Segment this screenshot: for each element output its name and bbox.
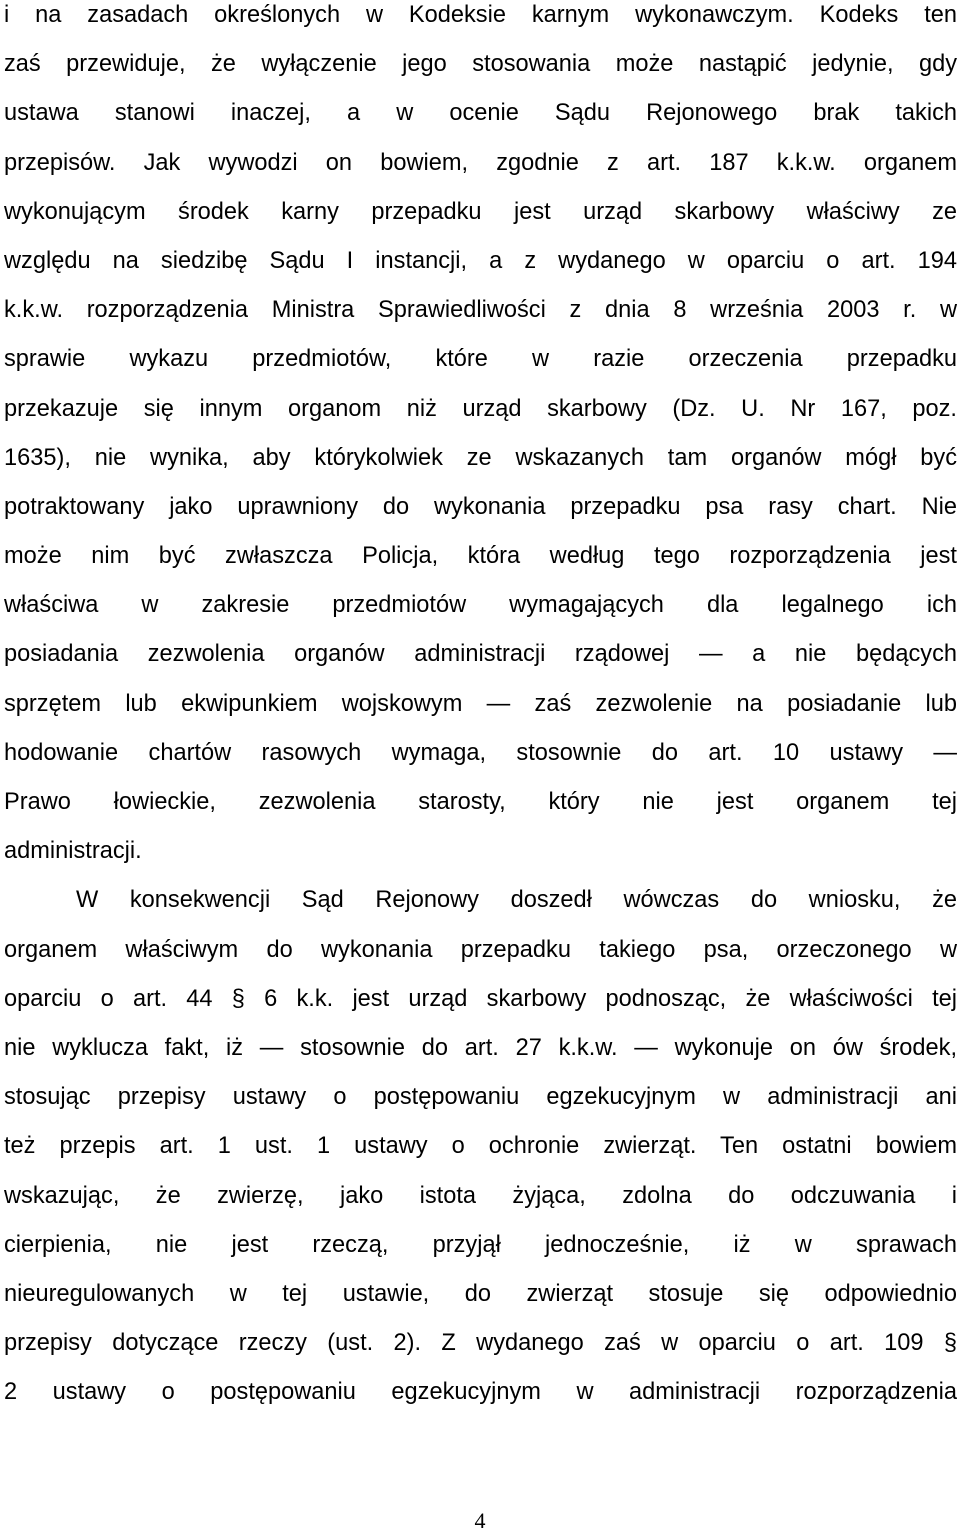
text-line: oparciu o art. 44 § 6 k.k. jest urząd skarbowy podnosząc, że właściwości tej bbox=[4, 985, 957, 1012]
text-line: zaś przewiduje, że wyłączenie jego stosowania może nastąpić jedynie, gdy bbox=[4, 51, 957, 78]
text-line: organem właściwym do wykonania przepadku takiego psa, orzeczonego w bbox=[4, 936, 957, 963]
text-line: i na zasadach określonych w Kodeksie karnym wykonawczym. Kodeks ten bbox=[4, 2, 957, 28]
page-number: 4 bbox=[474, 1508, 486, 1533]
text-line: sprzętem lub ekwipunkiem wojskowym — zaś zezwolenie na posiadanie lub bbox=[4, 690, 957, 717]
text-line: właściwa w zakresie przedmiotów wymagających dla legalnego ich bbox=[4, 592, 957, 619]
text-line: przepisy dotyczące rzeczy (ust. 2). Z wydanego zaś w oparciu o art. 109 § bbox=[4, 1330, 957, 1357]
text-line: hodowanie chartów rasowych wymaga, stosownie do art. 10 ustawy — bbox=[4, 739, 957, 766]
text-line: cierpienia, nie jest rzeczą, przyjął jednocześnie, iż w sprawach bbox=[4, 1231, 957, 1258]
text-line: W konsekwencji Sąd Rejonowy doszedł wówczas do wniosku, że bbox=[76, 887, 957, 914]
text-line: przepisów. Jak wywodzi on bowiem, zgodnie z art. 187 k.k.w. organem bbox=[4, 149, 957, 176]
text-line: potraktowany jako uprawniony do wykonania przepadku psa rasy chart. Nie bbox=[4, 493, 957, 520]
text-line: względu na siedzibę Sądu I instancji, a z wydanego w oparciu o art. 194 bbox=[4, 247, 957, 274]
text-line: 1635), nie wynika, aby którykolwiek ze wskazanych tam organów mógł być bbox=[4, 444, 957, 471]
text-line: ustawa stanowi inaczej, a w ocenie Sądu Rejonowego brak takich bbox=[4, 100, 957, 127]
text-line: posiadania zezwolenia organów administracji rządowej — a nie będących bbox=[4, 641, 957, 668]
text-line: sprawie wykazu przedmiotów, które w razie orzeczenia przepadku bbox=[4, 346, 957, 373]
text-line: wskazując, że zwierzę, jako istota żyjąca, zdolna do odczuwania i bbox=[4, 1182, 957, 1209]
text-line: Prawo łowieckie, zezwolenia starosty, który nie jest organem tej bbox=[4, 789, 957, 815]
text-line: k.k.w. rozporządzenia Ministra Sprawiedliwości z dnia 8 września 2003 r. w bbox=[4, 297, 957, 324]
text-line: wykonującym środek karny przepadku jest urząd skarbowy właściwy ze bbox=[4, 198, 957, 225]
document-page bbox=[4, 0, 957, 1530]
text-line: przekazuje się innym organom niż urząd skarbowy (Dz. U. Nr 167, poz. bbox=[4, 395, 957, 422]
text-line: może nim być zwłaszcza Policja, która według tego rozporządzenia jest bbox=[4, 543, 957, 570]
text-line: nieuregulowanych w tej ustawie, do zwierząt stosuje się odpowiednio bbox=[4, 1280, 957, 1307]
text-line: 2 ustawy o postępowaniu egzekucyjnym w administracji rozporządzenia bbox=[4, 1379, 957, 1406]
text-line: też przepis art. 1 ust. 1 ustawy o ochronie zwierząt. Ten ostatni bowiem bbox=[4, 1133, 957, 1160]
body-text bbox=[4, 0, 957, 1417]
text-line: nie wyklucza fakt, iż — stosownie do art. 27 k.k.w. — wykonuje on ów środek, bbox=[4, 1034, 957, 1061]
text-line: stosując przepisy ustawy o postępowaniu egzekucyjnym w administracji ani bbox=[4, 1084, 957, 1111]
text-line: administracji. bbox=[4, 838, 142, 865]
